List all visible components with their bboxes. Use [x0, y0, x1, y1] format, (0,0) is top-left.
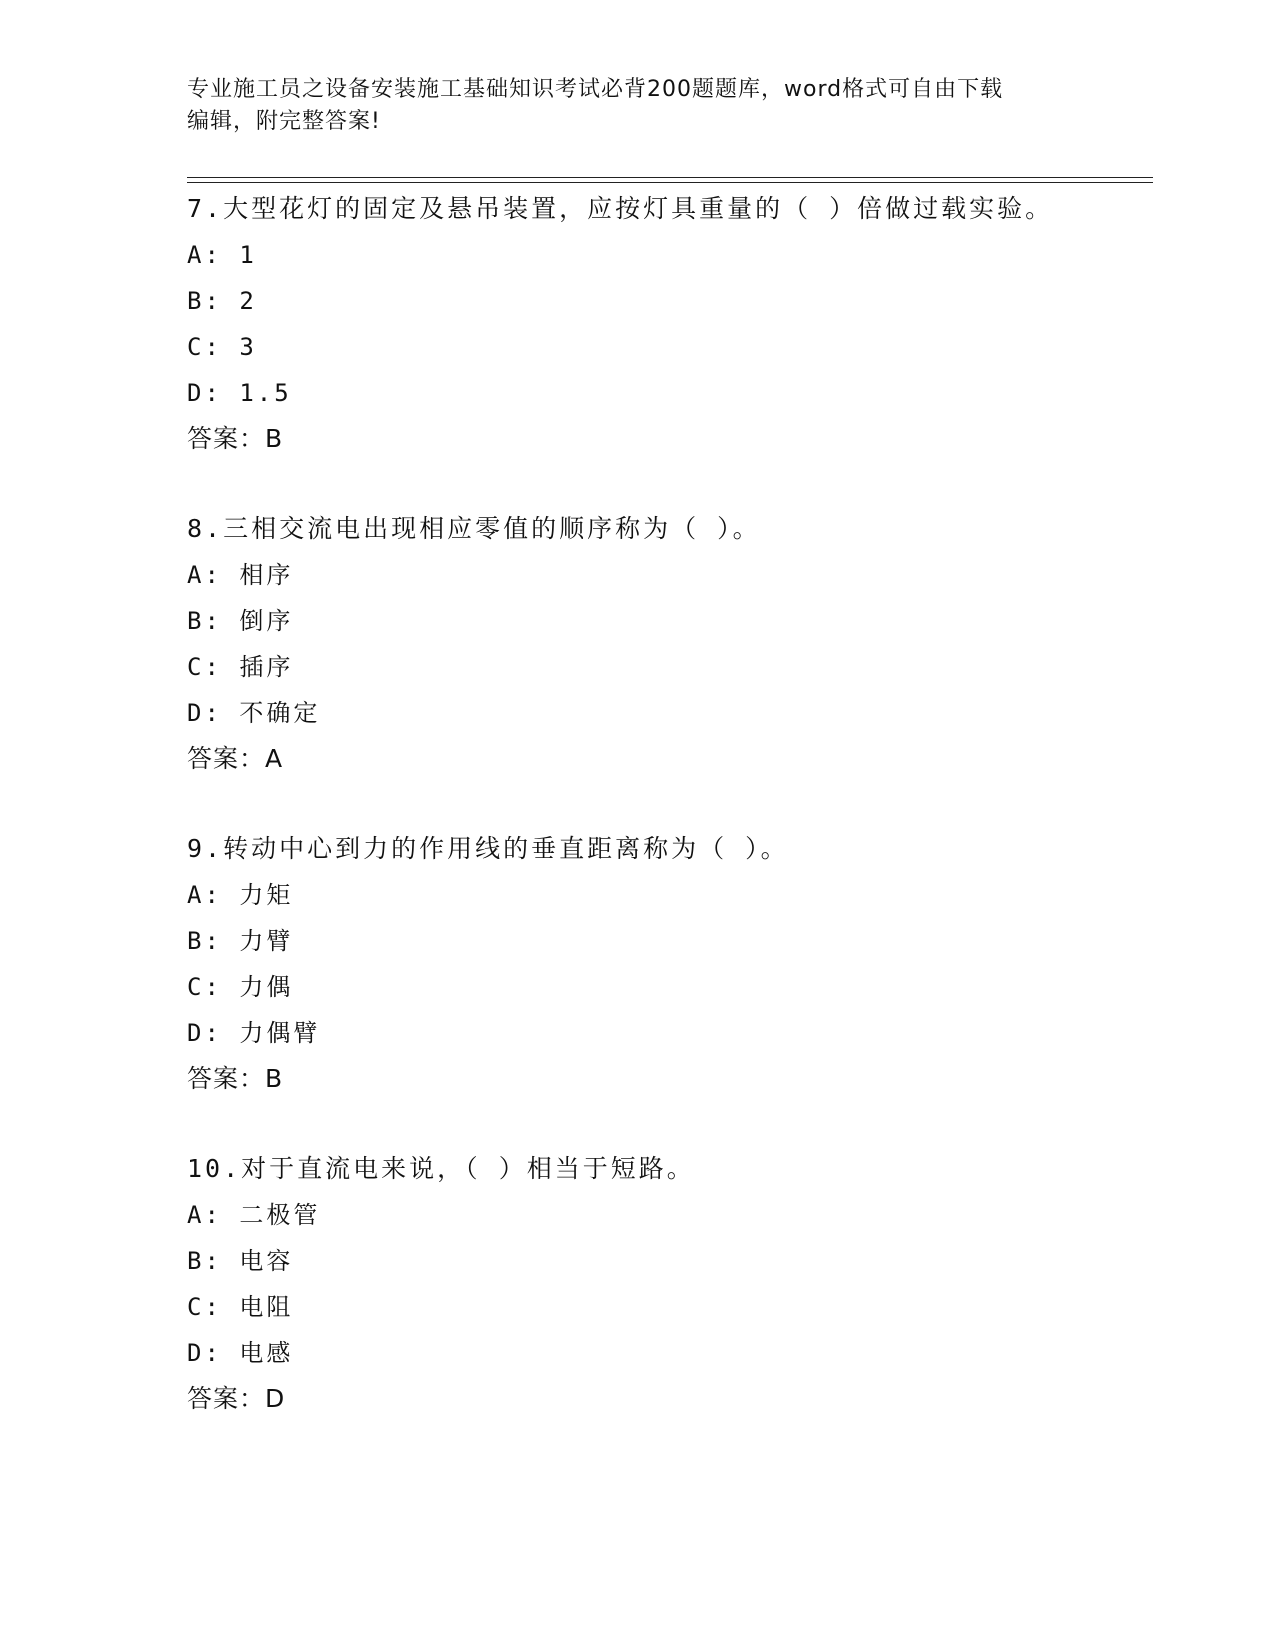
question-stem: 9.转动中心到力的作用线的垂直距离称为（ ）。: [187, 834, 789, 863]
question-list: [187, 186, 1153, 1466]
option-c: C: 3: [187, 333, 257, 361]
question-7: [187, 186, 1153, 462]
option-d: D: 力偶臂: [187, 1019, 321, 1047]
option-d: D: 不确定: [187, 699, 321, 727]
option-a: A: 1: [187, 241, 257, 269]
option-d: D: 1.5: [187, 379, 292, 407]
option-c: C: 电阻: [187, 1293, 294, 1321]
header-rule-bottom: [187, 182, 1153, 183]
question-8: [187, 506, 1153, 782]
option-b: B: 力臂: [187, 927, 294, 955]
question-stem: 8.三相交流电出现相应零值的顺序称为（ ）。: [187, 514, 761, 543]
option-a: A: 相序: [187, 561, 294, 589]
header-rule-top: [187, 177, 1153, 178]
header-line-1: 专业施工员之设备安装施工基础知识考试必背200题题库，word格式可自由下载: [187, 77, 1004, 102]
answer-label: 答案：B: [187, 1064, 284, 1093]
question-10: [187, 1146, 1153, 1422]
question-stem: 10.对于直流电来说，（ ）相当于短路。: [187, 1154, 695, 1183]
option-a: A: 力矩: [187, 881, 294, 909]
option-c: C: 插序: [187, 653, 294, 681]
option-d: D: 电感: [187, 1339, 294, 1367]
question-9: [187, 826, 1153, 1102]
option-b: B: 2: [187, 287, 257, 315]
answer-label: 答案：A: [187, 744, 284, 773]
option-c: C: 力偶: [187, 973, 294, 1001]
option-b: B: 电容: [187, 1247, 294, 1275]
header-line-2: 编辑，附完整答案!: [187, 109, 381, 134]
document-header: [187, 74, 1107, 138]
question-stem: 7.大型花灯的固定及悬吊装置，应按灯具重量的（ ）倍做过载实验。: [187, 194, 1054, 223]
answer-label: 答案：D: [187, 1384, 286, 1413]
answer-label: 答案：B: [187, 424, 284, 453]
option-b: B: 倒序: [187, 607, 294, 635]
option-a: A: 二极管: [187, 1201, 321, 1229]
